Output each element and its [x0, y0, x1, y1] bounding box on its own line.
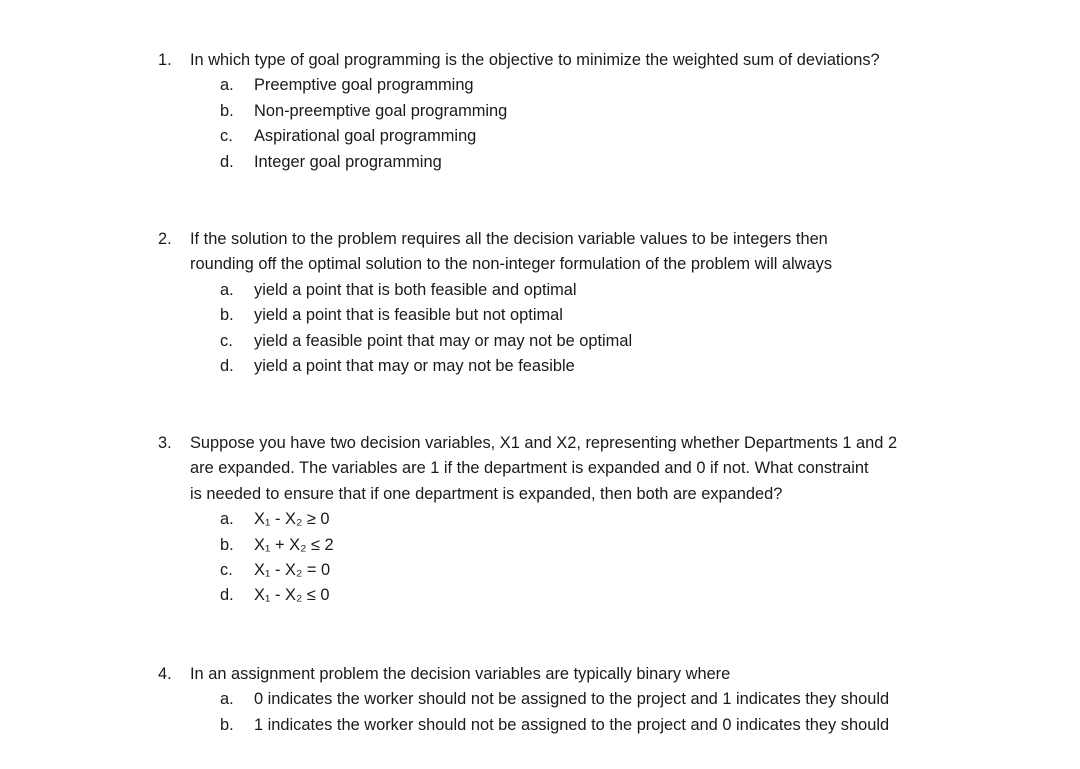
option-b: [220, 713, 958, 738]
question-number: 4.: [158, 665, 172, 683]
option-b: [220, 303, 958, 328]
option-letter: d.: [220, 152, 234, 171]
option-text: yield a point that may or may not be feasible: [254, 356, 575, 375]
option-letter: a.: [220, 76, 234, 95]
question-3: [158, 431, 958, 609]
option-letter: a.: [220, 280, 234, 299]
option-list: [158, 687, 958, 738]
option-letter: c.: [220, 127, 233, 146]
option-list: [158, 73, 958, 175]
option-d: [220, 583, 958, 608]
option-c: [220, 329, 958, 354]
option-letter: b.: [220, 715, 234, 734]
option-text: X₁ - X₂ ≤ 0: [254, 586, 330, 605]
option-letter: d.: [220, 586, 234, 605]
option-list: [158, 278, 958, 380]
option-letter: b.: [220, 306, 234, 325]
option-letter: d.: [220, 356, 234, 375]
question-number: 3.: [158, 434, 172, 452]
question-text: In which type of goal programming is the objective to minimize the weighted sum of deviations?: [190, 51, 880, 69]
option-text: 0 indicates the worker should not be assigned to the project and 1 indicates they should: [254, 690, 890, 709]
option-c: [220, 124, 958, 149]
question-1: [158, 48, 958, 175]
option-letter: a.: [220, 510, 234, 529]
question-text: Suppose you have two decision variables, X1 and X2, representing whether Departments 1 and 2 are expanded. The variables are 1 if the department is expanded and 0 if not. What constraint is needed to ensure that if one department is expanded, then both are expanded?: [190, 434, 898, 503]
option-d: [220, 354, 958, 379]
question-stem: [158, 662, 958, 687]
option-b: [220, 533, 958, 558]
option-text: X₁ + X₂ ≤ 2: [254, 535, 334, 554]
option-list: [158, 507, 958, 609]
option-b: [220, 99, 958, 124]
option-a: [220, 278, 958, 303]
option-letter: c.: [220, 331, 233, 350]
option-text: Integer goal programming: [254, 152, 442, 171]
question-text: If the solution to the problem requires all the decision variable values to be integers then rounding off the optimal solution to the non-integer formulation of the problem will always: [190, 230, 833, 274]
option-a: [220, 73, 958, 98]
option-text: 1 indicates the worker should not be assigned to the project and 0 indicates they should: [254, 715, 890, 734]
option-letter: c.: [220, 561, 233, 579]
option-a: [220, 687, 958, 712]
option-text: Non-preemptive goal programming: [254, 101, 508, 120]
option-c: [220, 558, 958, 583]
question-number: 2.: [158, 230, 172, 248]
option-text: Preemptive goal programming: [254, 76, 474, 95]
option-text: yield a point that is feasible but not optimal: [254, 306, 563, 325]
option-a: [220, 507, 958, 532]
option-text: yield a point that is both feasible and optimal: [254, 280, 577, 299]
question-2: [158, 227, 958, 379]
option-letter: a.: [220, 690, 234, 709]
option-text: Aspirational goal programming: [254, 127, 477, 146]
option-text: X₁ - X₂ = 0: [254, 561, 331, 579]
option-text: X₁ - X₂ ≥ 0: [254, 510, 330, 529]
question-stem: [158, 431, 958, 507]
question-number: 1.: [158, 51, 172, 69]
option-letter: b.: [220, 535, 234, 554]
question-stem: [158, 227, 958, 278]
question-4: [158, 662, 958, 738]
option-text: yield a feasible point that may or may not be optimal: [254, 331, 633, 350]
option-letter: b.: [220, 101, 234, 120]
option-d: [220, 150, 958, 175]
question-text: In an assignment problem the decision variables are typically binary where: [190, 665, 731, 683]
question-stem: [158, 48, 958, 73]
